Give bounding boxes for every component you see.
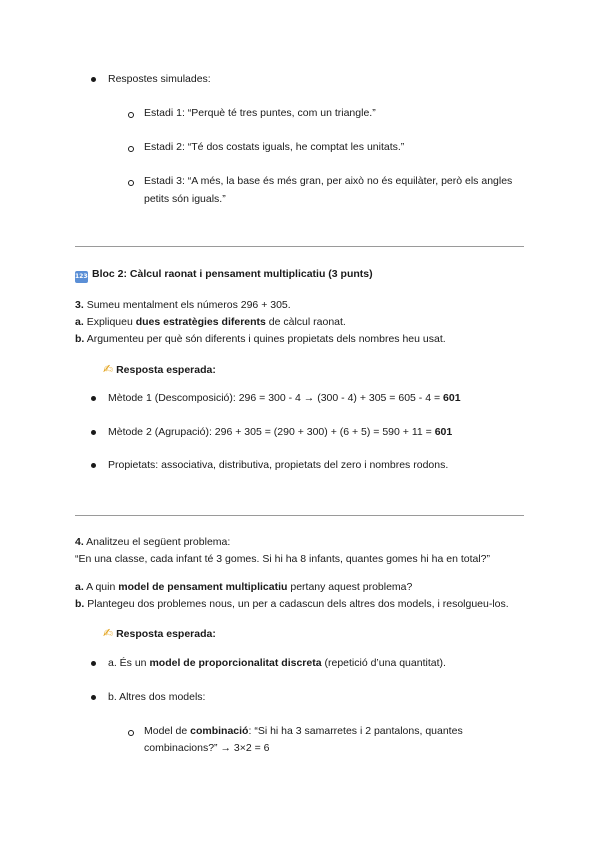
bullet bbox=[91, 430, 96, 435]
method-2: Mètode 2 (Agrupació): 296 + 305 = (290 + 300) + (6 + 5) = 590 + 11 = 601 bbox=[108, 426, 453, 438]
bullet bbox=[91, 463, 96, 468]
method-1: Mètode 1 (Descomposició): 296 = 300 - 4 → (300 - 4) + 305 = 605 - 4 = 601 bbox=[108, 392, 461, 404]
bullet bbox=[91, 661, 96, 666]
bullet bbox=[91, 396, 96, 401]
writing-hand-icon: ✍ bbox=[103, 362, 114, 376]
stage-3-cont: petits són iguals.” bbox=[144, 193, 226, 205]
answer-4b: b. Altres dos models: bbox=[108, 691, 206, 703]
question-4: 4. Analitzeu el següent problema: bbox=[75, 536, 231, 548]
bullet bbox=[91, 695, 96, 700]
question-3b: b. Argumenteu per què són diferents i quines propietats dels nombres heu usat. bbox=[75, 333, 446, 345]
stage-3: Estadi 3: “A més, la base és més gran, per això no és equilàter, però els angles bbox=[144, 175, 513, 187]
sub-bullet bbox=[128, 146, 134, 152]
question-3a: a. Expliqueu dues estratègies diferents de càlcul raonat. bbox=[75, 316, 346, 328]
answer-4a: a. És un model de proporcionalitat discreta (repetició d’una quantitat). bbox=[108, 657, 446, 669]
expected-answer-label: ✍ Resposta esperada: bbox=[103, 362, 216, 376]
block2-title: 1234Bloc 2: Càlcul raonat i pensament multiplicatiu (3 punts) bbox=[75, 268, 373, 283]
problem-quote: “En una classe, cada infant té 3 gomes. Si hi ha 8 infants, quantes gomes hi ha en total?” bbox=[75, 553, 491, 565]
expected-answer-label: ✍ Resposta esperada: bbox=[103, 626, 216, 640]
stage-2: Estadi 2: “Té dos costats iguals, he comptat les unitats.” bbox=[144, 141, 405, 153]
writing-hand-icon: ✍ bbox=[103, 626, 114, 640]
question-3: 3. Sumeu mentalment els números 296 + 305. bbox=[75, 299, 291, 311]
question-4a: a. A quin model de pensament multiplicatiu pertany aquest problema? bbox=[75, 581, 413, 593]
bullet bbox=[91, 77, 96, 82]
stage-1: Estadi 1: “Perquè té tres puntes, com un triangle.” bbox=[144, 107, 376, 119]
simulated-responses-label: Respostes simulades: bbox=[108, 73, 211, 85]
divider bbox=[75, 246, 524, 247]
divider bbox=[75, 515, 524, 516]
properties: Propietats: associativa, distributiva, propietats del zero i nombres rodons. bbox=[108, 459, 449, 471]
combination-model: Model de combinació: “Si hi ha 3 samarretes i 2 pantalons, quantes bbox=[144, 725, 463, 737]
question-4b: b. Plantegeu dos problemes nous, un per a cadascun dels altres dos models, i resolgueu-los. bbox=[75, 598, 509, 610]
combination-model-cont: combinacions?” → 3×2 = 6 bbox=[144, 742, 270, 754]
numbers-icon: 1234 bbox=[75, 271, 88, 283]
sub-bullet bbox=[128, 730, 134, 736]
sub-bullet bbox=[128, 180, 134, 186]
sub-bullet bbox=[128, 112, 134, 118]
